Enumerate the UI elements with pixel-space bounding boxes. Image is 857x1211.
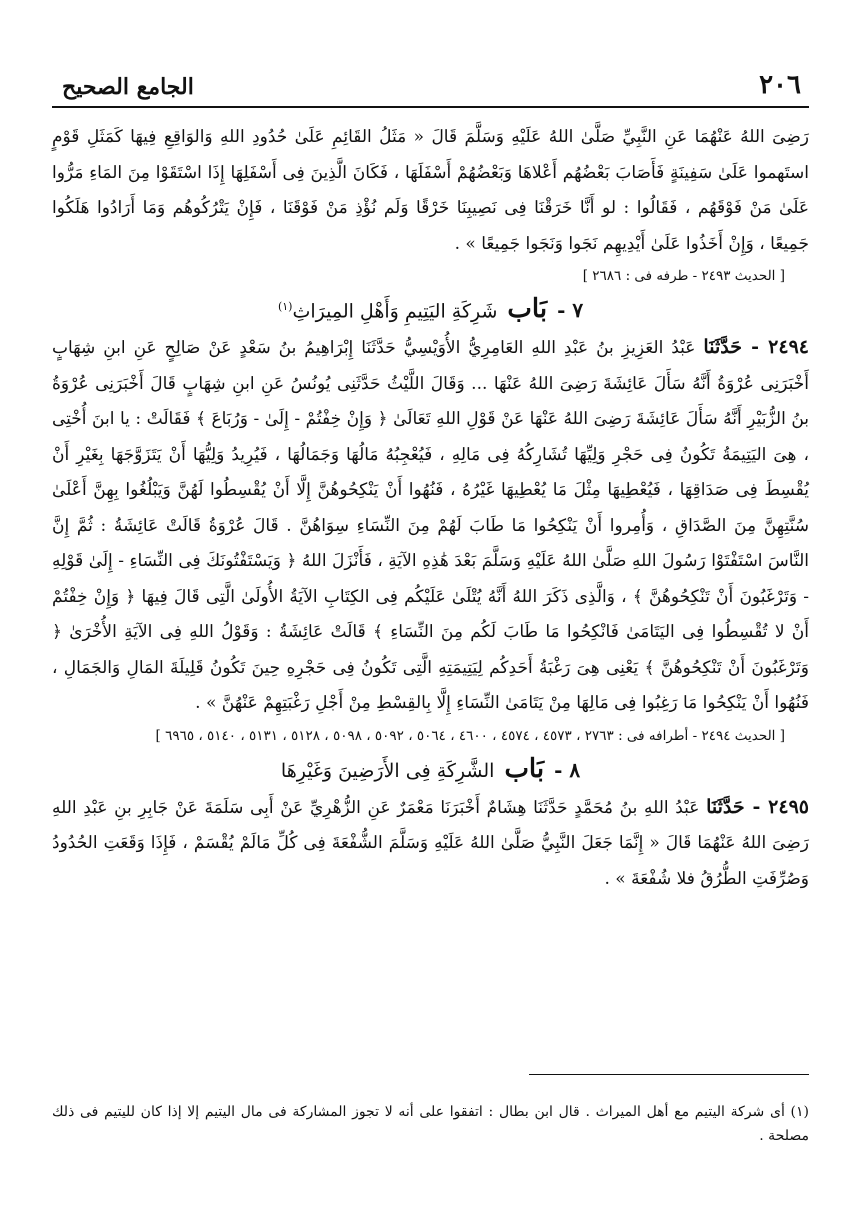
chapter-title: [278, 300, 497, 322]
hadith-2494-body: عَبْدُ العَزِيزِ بنُ عَبْدِ اللهِ العَامِرِيُّ الأُوَيْسِيُّ حَدَّثَنَا إِبْرَاهِيمُ بنُ سَعْدٍ عَنْ صَالِحٍ عَنِ ابنِ شِهَابٍ أَخْبَرَنِى عُرْوَةُ أَنَّهُ سَأَلَ عَائِشَةَ رَضِىَ اللهُ عَنْهَا ... وَقَالَ اللَّيْثُ حَدَّثَنِى يُونُسُ عَنِ ابنِ شِهَابٍ قَالَ أَخْبَرَنِى عُرْوَةُ بنُ الزُّبَيْرِ أَنَّهُ سَأَلَ عَائِشَةَ رَضِىَ اللهُ عَنْهَا عَنْ قَوْلِ اللهِ تَعَالَىٰ ﴿ وَإِنْ خِفْتُمْ - إِلَىٰ - وَرُبَاعَ ﴾ فَقَالَتْ : يا ابنَ أُخْتِى ، هِىَ اليَتِيمَةُ تَكُونُ فِى حَجْرِ وَلِيِّهَا تُشَارِكُهُ فِى مَالِهِ ، فَيُعْجِبُهُ مَالُهَا وَجَمَالُهَا ، فَيُرِيدُ وَلِيُّهَا أَنْ يَتَزَوَّجَهَا بِغَيْرِ أَنْ يُقْسِطَ فِى صَدَاقِهَا ، فَيُعْطِيهَا مِثْلَ مَا يُعْطِيهَا غَيْرُهُ ، فَنُهُوا أَنْ يَنْكِحُوهُنَّ إِلَّا أَنْ يُقْسِطُوا لَهُنَّ وَيَبْلُغُوا بِهِنَّ أَعْلَىٰ سُنَّتِهِنَّ مِنَ الصَّدَاقِ ، وَأُمِروا أَنْ يَنْكِحُوا مَا طَابَ لَهُمْ مِنَ النِّسَاءِ سِوَاهُنَّ . قَالَ عُرْوَةُ قَالَتْ عَائِشَةُ : ثُمَّ إِنَّ النَّاسَ اسْتَفْتَوْا رَسُولَ اللهِ صَلَّىٰ اللهُ عَلَيْهِ وَسَلَّمَ بَعْدَ هَٰذِهِ الآيَةِ ، فَأَنْزَلَ اللهُ ﴿ وَيَسْتَفْتُونَكَ فِى النِّسَاءِ - إِلَىٰ قَوْلِهِ - وَتَرْغَبُونَ أَنْ تَنْكِحُوهُنَّ ﴾ ، وَالَّذِى ذَكَرَ اللهُ أَنَّهُ يُتْلَىٰ عَلَيْكُم فِى الكِتَابِ الآيَةُ الأُولَىٰ الَّتِى قَالَ فِيهَا ﴿ وَإِنْ خِفْتُمْ أَنْ لا تُقْسِطُوا فِى اليَتَامَىٰ فَانْكِحُوا مَا طَابَ لَكُم مِنَ النِّسَاءِ ﴾ قَالَتْ عَائِشَةُ : وَقَوْلُ اللهِ فِى الآيَةِ الأُخْرَىٰ ﴿ وَتَرْغَبُونَ أَنْ تَنْكِحُوهُنَّ ﴾ يَعْنِى هِىَ رَغْبَةُ أَحَدِكُم لِيَتِيمَتِهِ الَّتِى تَكُونُ فِى حَجْرِهِ حِينَ تَكُونُ قَلِيلَةَ المَالِ وَالجَمَالِ ، فَنُهُوا أَنْ يَنْكِحُوا مَا رَغِبُوا فِى مَالِهَا مِنْ يَتَامَىٰ النِّسَاءِ إِلَّا بِالقِسْطِ مِنْ أَجْلِ رَغْبَتِهِمْ عَنْهُنَّ » .: [52, 338, 809, 713]
footnote-marker: (١): [277, 299, 293, 313]
hadith-2494-number: ٢٤٩٤ - حَدَّثَنَا: [703, 336, 809, 358]
page-number: ٢٠٦: [759, 70, 801, 100]
hadith-2493-text: رَضِىَ اللهُ عَنْهُمَا عَنِ النَّبِيِّ صَلَّىٰ اللهُ عَلَيْهِ وَسَلَّمَ قَالَ « مَثَلُ القَائِمِ عَلَىٰ حُدُودِ اللهِ وَالوَاقِعِ فِيهَا كَمَثَلِ قَوْمٍ استَهموا عَلَىٰ سَفِينَةٍ فَأَصَابَ بَعْضُهُم أَعْلاهَا وَبَعْضُهُمْ أَسْفَلَهَا ، فَكَانَ الَّذِينَ فِى أَسْفَلِهَا إِذَا اسْتَقَوْا مِنَ المَاءِ مَرُّوا عَلَىٰ مَنْ فَوْقَهُم ، فَقَالُوا : لو أَنَّا خَرَقْنَا فِى نَصِيبِنَا خَرْقًا وَلَم نُؤْذِ مَنْ فَوْقَنَا ، فَإِنْ يَتْرُكُوهُم وَمَا أَرَادُوا هَلَكُوا جَمِيعًا ، وَإِنْ أَخَذُوا عَلَىٰ أَيْدِيهِم نَجَوا وَنَجَوا جَمِيعًا » .: [52, 127, 809, 254]
chapter-7-heading: [52, 294, 809, 324]
chapter-number: ٨ -: [554, 757, 581, 782]
chapter-title-text: شَرِكَةِ اليَتِيمِ وَأَهْلِ المِيرَاثِ: [292, 300, 498, 322]
header-rule: [52, 106, 809, 108]
page-header: [52, 68, 809, 106]
hadith-2493-reference: [ الحديث ٢٤٩٣ - طرفه فى : ٢٦٨٦ ]: [582, 268, 785, 284]
main-text: [52, 120, 809, 897]
hadith-2495-text: [52, 790, 809, 898]
footnote: (١) أى شركة اليتيم مع أهل الميراث . قال ابن بطال : اتفقوا على أنه لا تجوز المشاركة فى مال اليتيم إلا إذا كان لليتيم فى ذلك مصلحة .: [52, 1104, 809, 1144]
footnote-rule: [529, 1074, 809, 1075]
hadith-2494-reference: [ الحديث ٢٤٩٤ - أطرافه فى : ٢٧٦٣ ، ٤٥٧٣ ، ٤٥٧٤ ، ٤٦٠٠ ، ٥٠٦٤ ، ٥٠٩٢ ، ٥٠٩٨ ، ٥١٢٨ ، ٥١٣١ ، ٥١٤٠ ، ٦٩٦٥ ]: [155, 727, 785, 744]
hadith-2494-text: [52, 330, 809, 722]
running-title: الجامع الصحيح: [62, 74, 194, 100]
chapter-number: ٧ -: [557, 298, 584, 322]
hadith-2495-body: عَبْدُ اللهِ بنُ مُحَمَّدٍ حَدَّثَنَا هِشَامٌ أَخْبَرَنَا مَعْمَرٌ عَنِ الزُّهْرِيِّ عَنْ أَبِى سَلَمَةَ عَنْ جَابِرِ بنِ عَبْدِ اللهِ رَضِىَ اللهُ عَنْهُمَا قَالَ « إِنَّمَا جَعَلَ النَّبِيُّ صَلَّىٰ اللهُ عَلَيْهِ وَسَلَّمَ الشُّفْعَةَ فِى كُلِّ مَالَمْ يُقْسَمْ ، فَإِذَا وَقَعَتِ الحُدُودُ وَصُرِّفَتِ الطُّرُقُ فلا شُفْعَةَ » .: [52, 797, 809, 889]
chapter-title: الشَّرِكَةِ فِى الأَرَضِينَ وَغَيْرِهَا: [280, 759, 495, 782]
chapter-word: بَاب: [504, 753, 545, 784]
chapter-word: بَاب: [507, 294, 548, 324]
chapter-8-heading: [52, 754, 809, 784]
hadith-2495-number: ٢٤٩٥ - حَدَّثَنَا: [706, 795, 809, 818]
